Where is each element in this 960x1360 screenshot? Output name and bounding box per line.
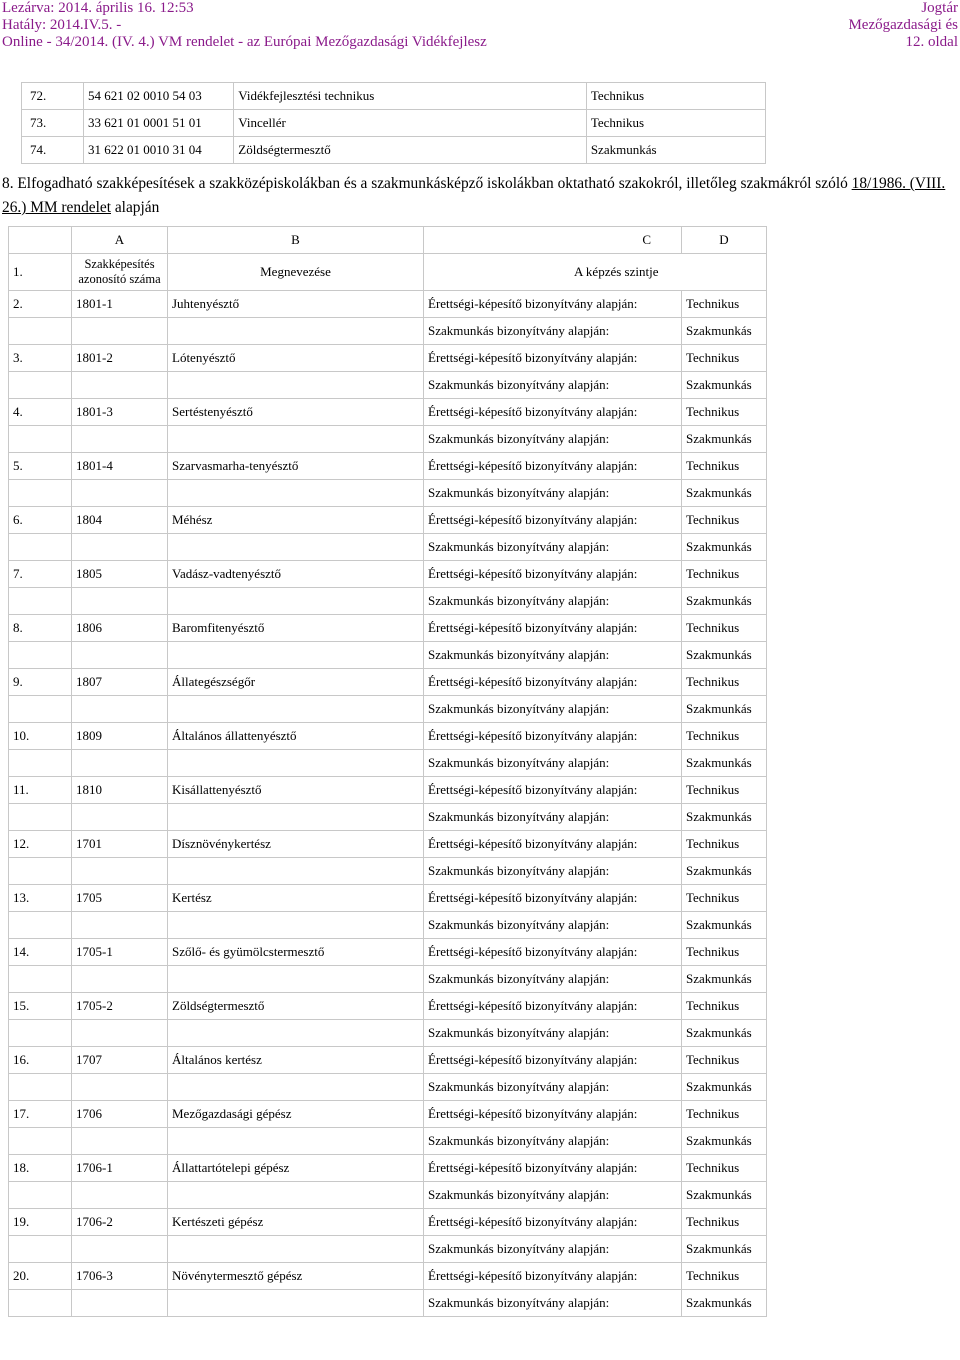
row-number: 14. (9, 939, 72, 966)
table-row (9, 1047, 767, 1074)
table-row (9, 615, 767, 642)
table-row (9, 1101, 767, 1128)
basis-skilled: Szakmunkás bizonyítvány alapján: (424, 480, 682, 507)
level-szakmunkas: Szakmunkás (682, 318, 767, 345)
basis-skilled: Szakmunkás bizonyítvány alapján: (424, 318, 682, 345)
row-number: 12. (9, 831, 72, 858)
level-szakmunkas: Szakmunkás (682, 1290, 767, 1317)
qualification-code: 1801-2 (72, 345, 168, 372)
qualification-name: Juhtenyésztő (168, 291, 424, 318)
header-subject: Mezőgazdasági és (848, 17, 958, 33)
header-row-number: 1. (9, 254, 72, 291)
regulation-link[interactable]: 18/1986. (VIII. 26.) MM rendelet (2, 175, 946, 216)
qualification-name: Zöldségtermesztő (168, 993, 424, 1020)
qualification-code: 1807 (72, 669, 168, 696)
page-header-right (848, 0, 958, 51)
qualification-name: Általános kertész (168, 1047, 424, 1074)
qualification-code: 1706-1 (72, 1155, 168, 1182)
level-technikus: Technikus (682, 1263, 767, 1290)
table-row (9, 1155, 767, 1182)
column-letter-b: B (168, 227, 424, 254)
header-source: Jogtár (921, 0, 958, 16)
row-number: 16. (9, 1047, 72, 1074)
level-szakmunkas: Szakmunkás (682, 966, 767, 993)
row-number: 20. (9, 1263, 72, 1290)
table-row (9, 939, 767, 966)
training-level: Technikus (586, 83, 765, 110)
table-row (9, 399, 767, 426)
table-row (9, 507, 767, 534)
qualification-name: Állategészségőr (168, 669, 424, 696)
header-page-number: 12. oldal (905, 34, 958, 50)
level-technikus: Technikus (682, 993, 767, 1020)
level-technikus: Technikus (682, 669, 767, 696)
table-row (9, 696, 767, 723)
qualification-code: 1706-3 (72, 1263, 168, 1290)
level-szakmunkas: Szakmunkás (682, 1182, 767, 1209)
level-szakmunkas: Szakmunkás (682, 1020, 767, 1047)
row-number: 8. (9, 615, 72, 642)
basis-matura: Érettségi-képesítő bizonyítvány alapján: (424, 723, 682, 750)
basis-matura: Érettségi-képesítő bizonyítvány alapján: (424, 561, 682, 588)
row-number: 6. (9, 507, 72, 534)
basis-skilled: Szakmunkás bizonyítvány alapján: (424, 804, 682, 831)
level-szakmunkas: Szakmunkás (682, 372, 767, 399)
table-row (9, 291, 767, 318)
table-row (9, 804, 767, 831)
row-number: 72. (22, 83, 84, 110)
level-szakmunkas: Szakmunkás (682, 1128, 767, 1155)
header-document-title: Online - 34/2014. (IV. 4.) VM rendelet - az Európai Mezőgazdasági Vidékfejlesz (2, 34, 487, 50)
qualification-code: 31 622 01 0010 31 04 (84, 137, 234, 164)
qualification-name: Állattartótelepi gépész (168, 1155, 424, 1182)
table-row (9, 345, 767, 372)
row-number: 3. (9, 345, 72, 372)
row-number: 2. (9, 291, 72, 318)
qualification-name: Szőlő- és gyümölcstermesztő (168, 939, 424, 966)
basis-skilled: Szakmunkás bizonyítvány alapján: (424, 372, 682, 399)
table-row (9, 642, 767, 669)
qualification-name: Általános állattenyésztő (168, 723, 424, 750)
basis-matura: Érettségi-képesítő bizonyítvány alapján: (424, 669, 682, 696)
header-name: Megnevezése (168, 254, 424, 291)
header-training-level: A képzés szintje (424, 254, 767, 291)
basis-matura: Érettségi-képesítő bizonyítvány alapján: (424, 345, 682, 372)
qualification-code: 1705 (72, 885, 168, 912)
qualification-code: 1706-2 (72, 1209, 168, 1236)
basis-skilled: Szakmunkás bizonyítvány alapján: (424, 858, 682, 885)
row-number: 15. (9, 993, 72, 1020)
row-number: 5. (9, 453, 72, 480)
qualification-name: Dísznövénykertész (168, 831, 424, 858)
level-technikus: Technikus (682, 399, 767, 426)
level-szakmunkas: Szakmunkás (682, 480, 767, 507)
qualification-code: 1809 (72, 723, 168, 750)
page-header-left (2, 0, 487, 51)
table-row (9, 1290, 767, 1317)
table-row (9, 858, 767, 885)
table-row (22, 137, 766, 164)
table-row (9, 993, 767, 1020)
table-row (9, 561, 767, 588)
qualification-name: Méhész (168, 507, 424, 534)
level-szakmunkas: Szakmunkás (682, 1236, 767, 1263)
table-row (9, 669, 767, 696)
table-row (9, 885, 767, 912)
row-number: 7. (9, 561, 72, 588)
basis-matura: Érettségi-képesítő bizonyítvány alapján: (424, 1155, 682, 1182)
qualification-code: 54 621 02 0010 54 03 (84, 83, 234, 110)
level-szakmunkas: Szakmunkás (682, 642, 767, 669)
basis-matura: Érettségi-képesítő bizonyítvány alapján: (424, 453, 682, 480)
qualification-code: 1801-3 (72, 399, 168, 426)
qualification-name: Szarvasmarha-tenyésztő (168, 453, 424, 480)
qualification-code: 1705-1 (72, 939, 168, 966)
basis-skilled: Szakmunkás bizonyítvány alapján: (424, 1182, 682, 1209)
level-technikus: Technikus (682, 723, 767, 750)
row-number: 74. (22, 137, 84, 164)
basis-skilled: Szakmunkás bizonyítvány alapján: (424, 1074, 682, 1101)
level-technikus: Technikus (682, 561, 767, 588)
table-row (9, 1263, 767, 1290)
qualification-code: 1801-4 (72, 453, 168, 480)
level-technikus: Technikus (682, 1155, 767, 1182)
level-szakmunkas: Szakmunkás (682, 804, 767, 831)
table-row (9, 453, 767, 480)
basis-skilled: Szakmunkás bizonyítvány alapján: (424, 1020, 682, 1047)
basis-skilled: Szakmunkás bizonyítvány alapján: (424, 1236, 682, 1263)
qualifications-table (8, 226, 767, 1317)
basis-matura: Érettségi-képesítő bizonyítvány alapján: (424, 885, 682, 912)
qualification-code: 1707 (72, 1047, 168, 1074)
level-szakmunkas: Szakmunkás (682, 426, 767, 453)
level-szakmunkas: Szakmunkás (682, 588, 767, 615)
qualification-name: Mezőgazdasági gépész (168, 1101, 424, 1128)
basis-skilled: Szakmunkás bizonyítvány alapján: (424, 1290, 682, 1317)
column-letter-c: C (424, 227, 682, 254)
table-row (9, 534, 767, 561)
row-number: 13. (9, 885, 72, 912)
basis-matura: Érettségi-képesítő bizonyítvány alapján: (424, 1101, 682, 1128)
row-number: 19. (9, 1209, 72, 1236)
row-number: 18. (9, 1155, 72, 1182)
qualification-name: Lótenyésztő (168, 345, 424, 372)
basis-matura: Érettségi-képesítő bizonyítvány alapján: (424, 291, 682, 318)
column-letter-row (9, 227, 767, 254)
basis-matura: Érettségi-képesítő bizonyítvány alapján: (424, 1047, 682, 1074)
column-letter-d: D (682, 227, 767, 254)
section-text: 8. Elfogadható szakképesítések a szakközépiskolákban és a szakmunkásképző iskolákban oktatható szakokról, illetőleg szakmákról szóló (2, 175, 852, 192)
basis-matura: Érettségi-képesítő bizonyítvány alapján: (424, 939, 682, 966)
row-number: 9. (9, 669, 72, 696)
level-szakmunkas: Szakmunkás (682, 696, 767, 723)
level-technikus: Technikus (682, 1047, 767, 1074)
table-row (9, 372, 767, 399)
qualification-name: Kertészeti gépész (168, 1209, 424, 1236)
level-szakmunkas: Szakmunkás (682, 534, 767, 561)
level-technikus: Technikus (682, 777, 767, 804)
table-row (9, 480, 767, 507)
level-technikus: Technikus (682, 1209, 767, 1236)
level-technikus: Technikus (682, 885, 767, 912)
basis-skilled: Szakmunkás bizonyítvány alapján: (424, 642, 682, 669)
qualification-code: 1804 (72, 507, 168, 534)
level-technikus: Technikus (682, 831, 767, 858)
header-effective-date: Hatály: 2014.IV.5. - (2, 17, 122, 33)
basis-skilled: Szakmunkás bizonyítvány alapján: (424, 588, 682, 615)
level-technikus: Technikus (682, 939, 767, 966)
table-row (9, 1074, 767, 1101)
row-number: 4. (9, 399, 72, 426)
row-number: 11. (9, 777, 72, 804)
basis-matura: Érettségi-képesítő bizonyítvány alapján: (424, 993, 682, 1020)
table-row (9, 723, 767, 750)
table-row (9, 1182, 767, 1209)
level-szakmunkas: Szakmunkás (682, 750, 767, 777)
qualification-code: 1810 (72, 777, 168, 804)
qualification-code: 33 621 01 0001 51 01 (84, 110, 234, 137)
header-id-number: Szakképesítés azonosító száma (72, 254, 168, 291)
row-number: 73. (22, 110, 84, 137)
table-row (9, 966, 767, 993)
basis-skilled: Szakmunkás bizonyítvány alapján: (424, 426, 682, 453)
table-row (9, 318, 767, 345)
level-szakmunkas: Szakmunkás (682, 1074, 767, 1101)
section-heading (2, 172, 958, 220)
qualification-name: Sertéstenyésztő (168, 399, 424, 426)
training-level: Technikus (586, 110, 765, 137)
basis-skilled: Szakmunkás bizonyítvány alapján: (424, 1128, 682, 1155)
table-row (22, 83, 766, 110)
basis-skilled: Szakmunkás bizonyítvány alapján: (424, 912, 682, 939)
level-technikus: Technikus (682, 291, 767, 318)
basis-skilled: Szakmunkás bizonyítvány alapján: (424, 696, 682, 723)
level-technikus: Technikus (682, 615, 767, 642)
level-szakmunkas: Szakmunkás (682, 912, 767, 939)
basis-skilled: Szakmunkás bizonyítvány alapján: (424, 750, 682, 777)
basis-matura: Érettségi-képesítő bizonyítvány alapján: (424, 615, 682, 642)
continued-table (21, 82, 766, 164)
qualification-name: Baromfitenyésztő (168, 615, 424, 642)
qualification-code: 1706 (72, 1101, 168, 1128)
level-technikus: Technikus (682, 453, 767, 480)
training-level: Szakmunkás (586, 137, 765, 164)
qualification-name: Vincellér (234, 110, 587, 137)
basis-skilled: Szakmunkás bizonyítvány alapján: (424, 534, 682, 561)
qualification-name: Vadász-vadtenyésztő (168, 561, 424, 588)
basis-matura: Érettségi-képesítő bizonyítvány alapján: (424, 507, 682, 534)
qualification-code: 1801-1 (72, 291, 168, 318)
basis-matura: Érettségi-képesítő bizonyítvány alapján: (424, 1263, 682, 1290)
table-row (9, 831, 767, 858)
level-technikus: Technikus (682, 507, 767, 534)
row-number: 17. (9, 1101, 72, 1128)
basis-matura: Érettségi-képesítő bizonyítvány alapján: (424, 1209, 682, 1236)
column-letter-a: A (72, 227, 168, 254)
table-row (9, 588, 767, 615)
level-technikus: Technikus (682, 345, 767, 372)
table-row (9, 1128, 767, 1155)
qualification-name: Kertész (168, 885, 424, 912)
qualification-name: Növénytermesztő gépész (168, 1263, 424, 1290)
section-suffix: alapján (111, 199, 160, 216)
table-row (9, 426, 767, 453)
row-number: 10. (9, 723, 72, 750)
qualification-code: 1705-2 (72, 993, 168, 1020)
basis-skilled: Szakmunkás bizonyítvány alapján: (424, 966, 682, 993)
column-header-row (9, 254, 767, 291)
qualification-code: 1701 (72, 831, 168, 858)
qualification-code: 1805 (72, 561, 168, 588)
table-row (9, 750, 767, 777)
basis-matura: Érettségi-képesítő bizonyítvány alapján: (424, 777, 682, 804)
qualification-name: Kisállattenyésztő (168, 777, 424, 804)
basis-matura: Érettségi-képesítő bizonyítvány alapján: (424, 831, 682, 858)
qualification-code: 1806 (72, 615, 168, 642)
table-row (9, 1020, 767, 1047)
table-row (9, 777, 767, 804)
basis-matura: Érettségi-képesítő bizonyítvány alapján: (424, 399, 682, 426)
table-row (9, 1236, 767, 1263)
level-szakmunkas: Szakmunkás (682, 858, 767, 885)
qualification-name: Vidékfejlesztési technikus (234, 83, 587, 110)
table-row (9, 1209, 767, 1236)
table-row (9, 912, 767, 939)
level-technikus: Technikus (682, 1101, 767, 1128)
header-closed-date: Lezárva: 2014. április 16. 12:53 (2, 0, 194, 16)
table-row (22, 110, 766, 137)
qualification-name: Zöldségtermesztő (234, 137, 587, 164)
